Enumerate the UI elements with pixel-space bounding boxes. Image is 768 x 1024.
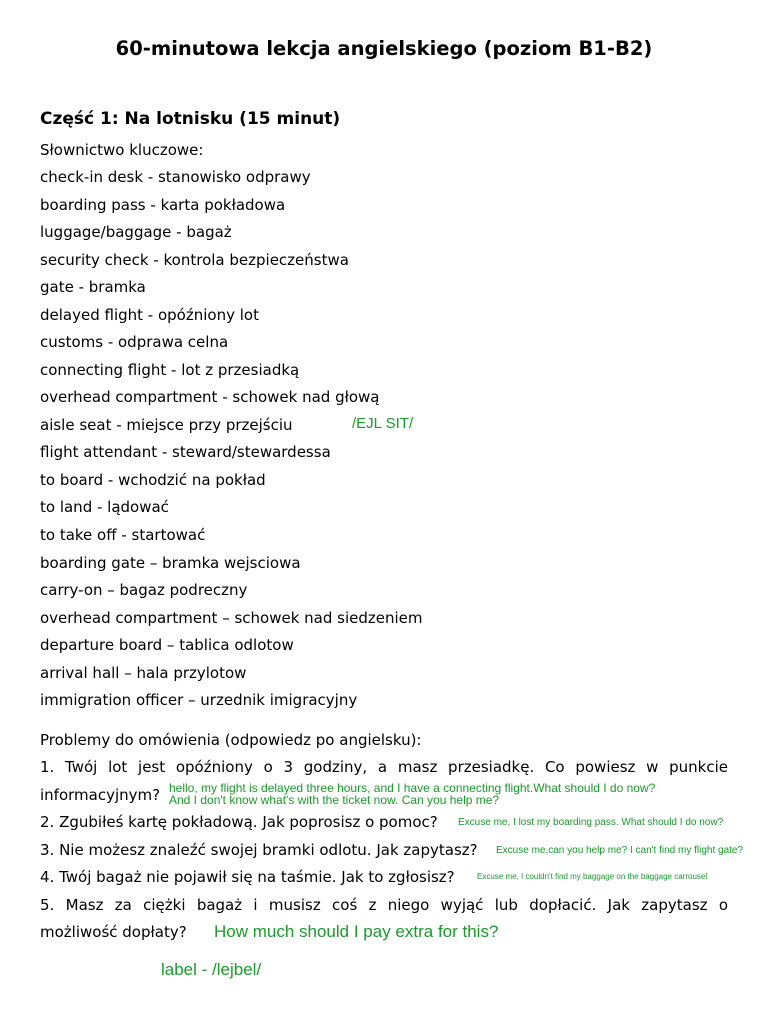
answer-2: Excuse me, I lost my boarding pass. What should I do now? — [458, 817, 724, 828]
problem-2: 2. Zgubiłeś kartę pokładową. Jak poprosisz o pomoc? — [40, 813, 438, 831]
problem-4: 4. Twój bagaż nie pojawił się na taśmie. Jak to zgłosisz? — [40, 868, 455, 886]
answer-4: Excuse me, I couldn't find my baggage on the baggage carrousel — [477, 872, 708, 881]
vocab-heading: Słownictwo kluczowe: — [40, 141, 204, 159]
vocab-item: security check - kontrola bezpieczeństwa — [40, 251, 349, 269]
vocab-item: overhead compartment - schowek nad głową — [40, 388, 380, 406]
answer-5: How much should I pay extra for this? — [214, 922, 499, 941]
problem-1-line-1: 1. Twój lot jest opóźniony o 3 godziny, a masz przesiadkę. Co powiesz w punkcie — [40, 758, 728, 776]
answer-1-line-1: hello, my flight is delayed three hours, and I have a connecting flight.What should I do now? — [169, 781, 656, 795]
vocab-item: overhead compartment – schowek nad siedzeniem — [40, 609, 423, 627]
problems-heading: Problemy do omówienia (odpowiedz po angielsku): — [40, 731, 422, 749]
vocab-item: immigration officer – urzednik imigracyjny — [40, 691, 358, 709]
vocab-item: delayed flight - opóźniony lot — [40, 306, 259, 324]
vocab-item: arrival hall – hala przylotow — [40, 664, 247, 682]
vocab-item: to board - wchodzić na pokład — [40, 471, 266, 489]
answer-3: Excuse me,can you help me? I can't find my flight gate? — [496, 845, 744, 856]
vocab-item: check-in desk - stanowisko odprawy — [40, 168, 311, 186]
vocab-item: customs - odprawa celna — [40, 333, 229, 351]
label-pronunciation-note: label - /lejbel/ — [161, 960, 262, 979]
vocab-item: boarding gate – bramka wejsciowa — [40, 554, 301, 572]
aisle-pronunciation-note: /EJL SIT/ — [352, 415, 414, 432]
vocab-item: gate - bramka — [40, 278, 146, 296]
vocab-item: carry-on – bagaz podreczny — [40, 581, 248, 599]
vocab-item: departure board – tablica odlotow — [40, 636, 294, 654]
answer-1-line-2: And I don't know what's with the ticket now. Can you help me? — [169, 793, 500, 807]
problem-1-line-2: informacyjnym? — [40, 786, 161, 804]
vocab-item: aisle seat - miejsce przy przejściu — [40, 416, 293, 434]
vocab-item: connecting flight - lot z przesiadką — [40, 361, 300, 379]
vocab-item: to land - lądować — [40, 498, 169, 516]
vocab-item: to take off - startować — [40, 526, 206, 544]
problem-3: 3. Nie możesz znaleźć swojej bramki odlotu. Jak zapytasz? — [40, 841, 478, 859]
problem-5-line-1: 5. Masz za ciężki bagaż i musisz coś z niego wyjąć lub dopłacić. Jak zapytasz o — [40, 896, 728, 914]
page-title: 60-minutowa lekcja angielskiego (poziom B1-B2) — [115, 37, 653, 60]
problem-5-line-2: możliwość dopłaty? — [40, 923, 187, 941]
vocab-item: boarding pass - karta pokładowa — [40, 196, 286, 214]
section-title: Część 1: Na lotnisku (15 minut) — [40, 109, 341, 129]
vocab-item: flight attendant - steward/stewardessa — [40, 443, 331, 461]
vocab-item: luggage/baggage - bagaż — [40, 223, 232, 241]
